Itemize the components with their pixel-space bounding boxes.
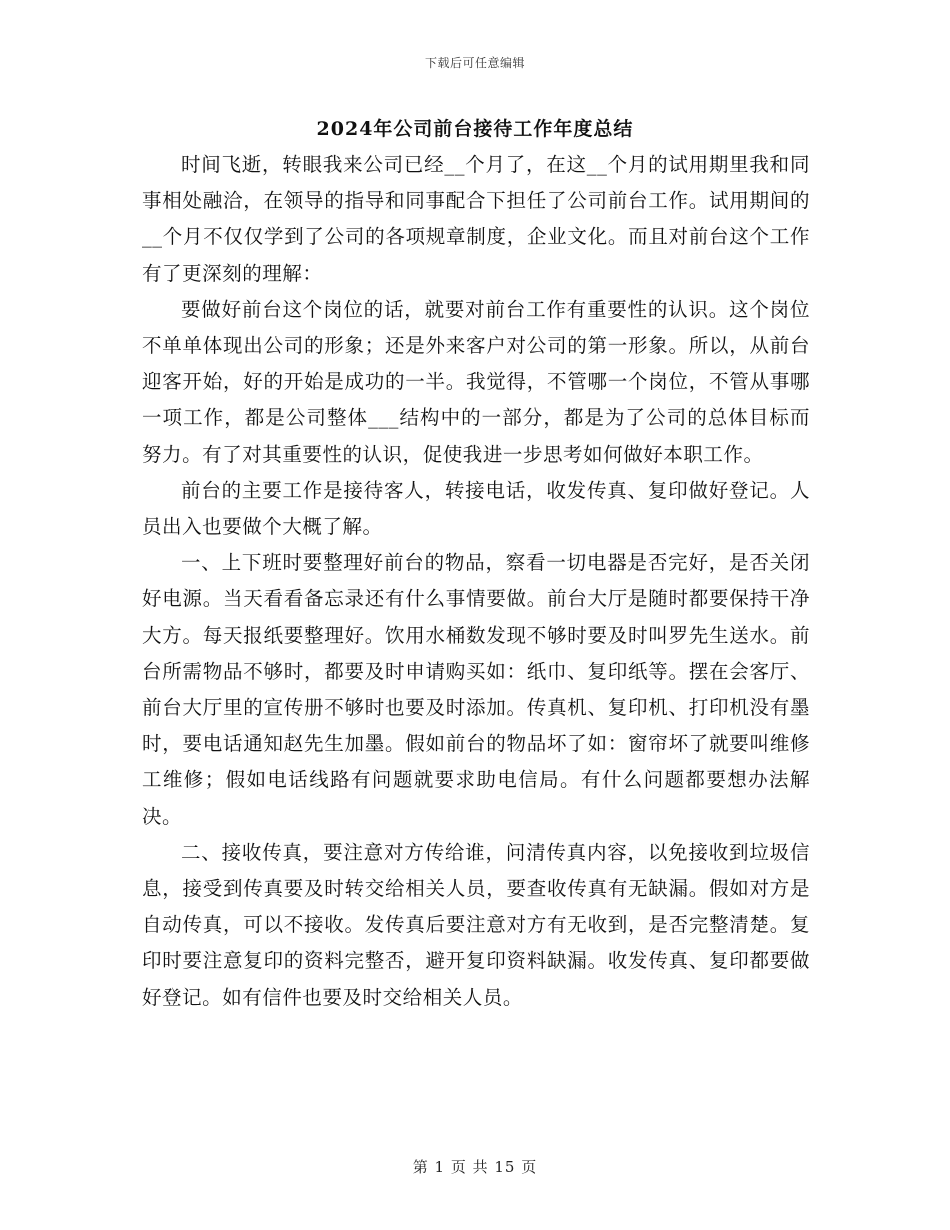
paragraph-intro: 时间飞逝，转眼我来公司已经__个月了，在这__个月的试用期里我和同事相处融洽，在领导的指导和同事配合下担任了公司前台工作。试用期间的__个月不仅仅学到了公司的各项规章制度，企业文化。而且对前台这个工作有了更深刻的理解： xyxy=(142,153,810,285)
paragraph-section-two: 二、接收传真，要注意对方传给谁，问清传真内容，以免接收到垃圾信息，接受到传真要及时转交给相关人员，要查收传真有无缺漏。假如对方是自动传真，可以不接收。发传真后要注意对方有无收到，是否完整清楚。复印时要注意复印的资料完整否，避开复印资料缺漏。收发传真、复印都要做好登记。如有信件也要及时交给相关人员。 xyxy=(142,840,810,1009)
paragraph-main-duties: 前台的主要工作是接待客人，转接电话，收发传真、复印做好登记。人员出入也要做个大概了解。 xyxy=(142,478,810,539)
paragraph-importance: 要做好前台这个岗位的话，就要对前台工作有重要性的认识。这个岗位不单单体现出公司的形象；还是外来客户对公司的第一形象。所以，从前台迎客开始，好的开始是成功的一半。我觉得，不管哪一个岗位，不管从事哪一项工作，都是公司整体___结构中的一部分，都是为了公司的总体目标而努力。有了对其重要性的认识，促使我进一步思考如何做好本职工作。 xyxy=(142,297,810,466)
page-number: 第 1 页 共 15 页 xyxy=(412,1158,538,1176)
paragraph-section-one: 一、上下班时要整理好前台的物品，察看一切电器是否完好，是否关闭好电源。当天看看备忘录还有什么事情要做。前台大厅是随时都要保持干净大方。每天报纸要整理好。饮用水桶数发现不够时要及时叫罗先生送水。前台所需物品不够时，都要及时申请购买如：纸巾、复印纸等。摆在会客厅、前台大厅里的宣传册不够时也要及时添加。传真机、复印机、打印机没有墨时，要电话通知赵先生加墨。假如前台的物品坏了如：窗帘坏了就要叫维修工维修；假如电话线路有问题就要求助电信局。有什么问题都要想办法解决。 xyxy=(142,551,810,828)
document-title: 2024年公司前台接待工作年度总结 xyxy=(316,118,634,140)
header-note: 下载后可任意编辑 xyxy=(424,56,525,70)
document-body xyxy=(142,147,810,1016)
